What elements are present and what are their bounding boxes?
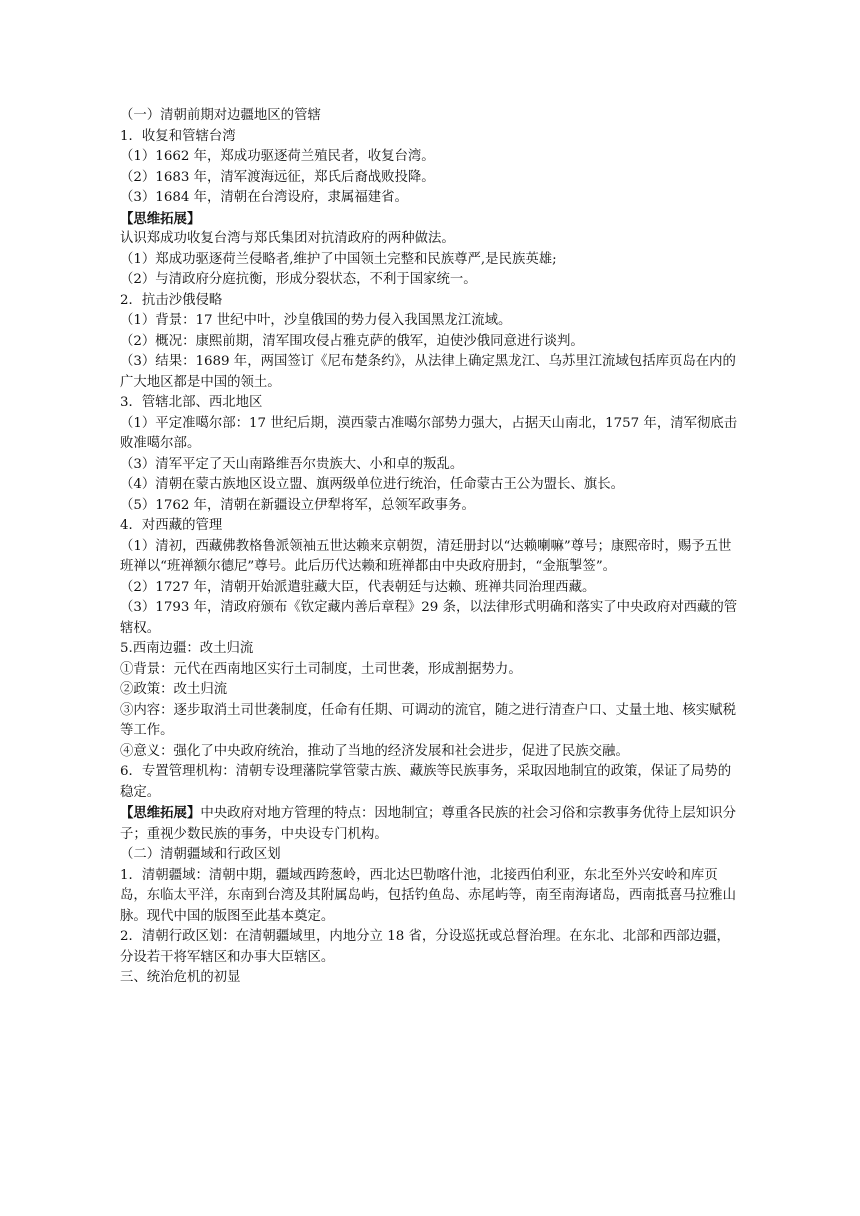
text-line: （2）1683 年，清军渡海远征，郑氏后裔战败投降。 bbox=[120, 169, 435, 185]
document-body bbox=[120, 106, 740, 989]
text-line: （1）郑成功驱逐荷兰侵略者,维护了中国领土完整和民族尊严,是民族英雄; bbox=[120, 251, 557, 267]
text-line: （4）清朝在蒙古族地区设立盟、旗两级单位进行统治，任命蒙古王公为盟长、旗长。 bbox=[120, 477, 624, 492]
text-line: （5）1762 年，清朝在新疆设立伊犁将军，总领军政事务。 bbox=[120, 497, 475, 513]
thinking-extension-label: 【思维拓展】 bbox=[120, 805, 201, 821]
text-line: （1）清初，西藏佛教格鲁派领袖五世达赖来京朝贺，清廷册封以“达赖喇嘛”尊号；康熙帝时，赐予五世班禅以“班禅额尔德尼”尊号。此后历代达赖和班禅都由中央政府册封，“金瓶掣签”。 bbox=[120, 538, 732, 574]
text-line: （2）与清政府分庭抗衡，形成分裂状态，不利于国家统一。 bbox=[120, 272, 477, 287]
text-line: 认识郑成功收复台湾与郑氏集团对抗清政府的两种做法。 bbox=[120, 231, 455, 246]
text-line: 1．清朝疆域：清朝中期，疆域西跨葱岭，西北达巴勒喀什池，北接西伯利亚，东北至外兴安岭和库页岛，东临太平洋，东南到台湾及其附属岛屿，包括钓鱼岛、赤尾屿等，南至南海诸岛，西南抵喜马拉雅山脉。现代中国的版图至此基本奠定。 bbox=[120, 867, 736, 924]
subheading-north-northwest: 3．管辖北部、西北地区 bbox=[120, 395, 263, 410]
subheading-southwest: 5.西南边疆：改土归流 bbox=[120, 641, 254, 656]
text-line: ①背景：元代在西南地区实行土司制度，土司世袭，形成割据势力。 bbox=[120, 661, 522, 677]
text-line: （3）结果：1689 年，两国签订《尼布楚条约》，从法律上确定黑龙江、乌苏里江流域包括库页岛在内的广大地区都是中国的领土。 bbox=[120, 354, 736, 390]
section-heading-qing-early-frontier: （一）清朝前期对边疆地区的管辖 bbox=[120, 108, 321, 123]
subheading-tibet: 4．对西藏的管理 bbox=[120, 518, 223, 533]
text-line: （1）1662 年，郑成功驱逐荷兰殖民者，收复台湾。 bbox=[120, 149, 435, 164]
text-line: （3）1793 年，清政府颁布《钦定藏内善后章程》29 条，以法律形式明确和落实了中央政府对西藏的管辖权。 bbox=[120, 600, 738, 636]
text-line: 6．专置管理机构：清朝专设理藩院掌管蒙古族、藏族等民族事务，采取因地制宜的政策，保证了局势的稳定。 bbox=[120, 764, 732, 800]
text-line: 2．清朝行政区划：在清朝疆域里，内地分立 18 省，分设巡抚或总督治理。在东北、北部和西部边疆，分设若干将军辖区和办事大臣辖区。 bbox=[120, 929, 730, 965]
section-heading-territory: （二）清朝疆域和行政区划 bbox=[120, 847, 281, 862]
text-line: ③内容：逐步取消土司世袭制度，任命有任期、可调动的流官，随之进行清查户口、丈量土地、核实赋税等工作。 bbox=[120, 702, 736, 738]
text-line: ②政策：改土归流 bbox=[120, 682, 228, 697]
thinking-extension-heading: 【思维拓展】 bbox=[120, 210, 201, 227]
subheading-taiwan: 1．收复和管辖台湾 bbox=[120, 128, 236, 144]
text-line: ④意义：强化了中央政府统治，推动了当地的经济发展和社会进步，促进了民族交融。 bbox=[120, 743, 629, 759]
text-line: （2）1727 年，清朝开始派遣驻藏大臣，代表朝廷与达赖、班禅共同治理西藏。 bbox=[120, 579, 596, 595]
text-line: （3）清军平定了天山南路维吾尔贵族大、小和卓的叛乱。 bbox=[120, 456, 464, 472]
text-line: （3）1684 年，清朝在台湾设府，隶属福建省。 bbox=[120, 190, 408, 205]
thinking-extension-paragraph: 【思维拓展】中央政府对地方管理的特点：因地制宜；尊重各民族的社会习俗和宗教事务优待上层知识分子；重视少数民族的事务，中央设专门机构。 bbox=[120, 805, 736, 842]
text-line: （2）概况：康熙前期，清军围攻侵占雅克萨的俄军，迫使沙俄同意进行谈判。 bbox=[120, 333, 584, 349]
text-line: （1）平定准噶尔部：17 世纪后期，漠西蒙古准噶尔部势力强大，占据天山南北，1757 年，清军彻底击败准噶尔部。 bbox=[120, 415, 738, 451]
section-heading-crisis: 三、统治危机的初显 bbox=[120, 970, 241, 985]
text-line: （1）背景：17 世纪中叶，沙皇俄国的势力侵入我国黑龙江流域。 bbox=[120, 313, 512, 328]
subheading-russia: 2．抗击沙俄侵略 bbox=[120, 292, 223, 308]
